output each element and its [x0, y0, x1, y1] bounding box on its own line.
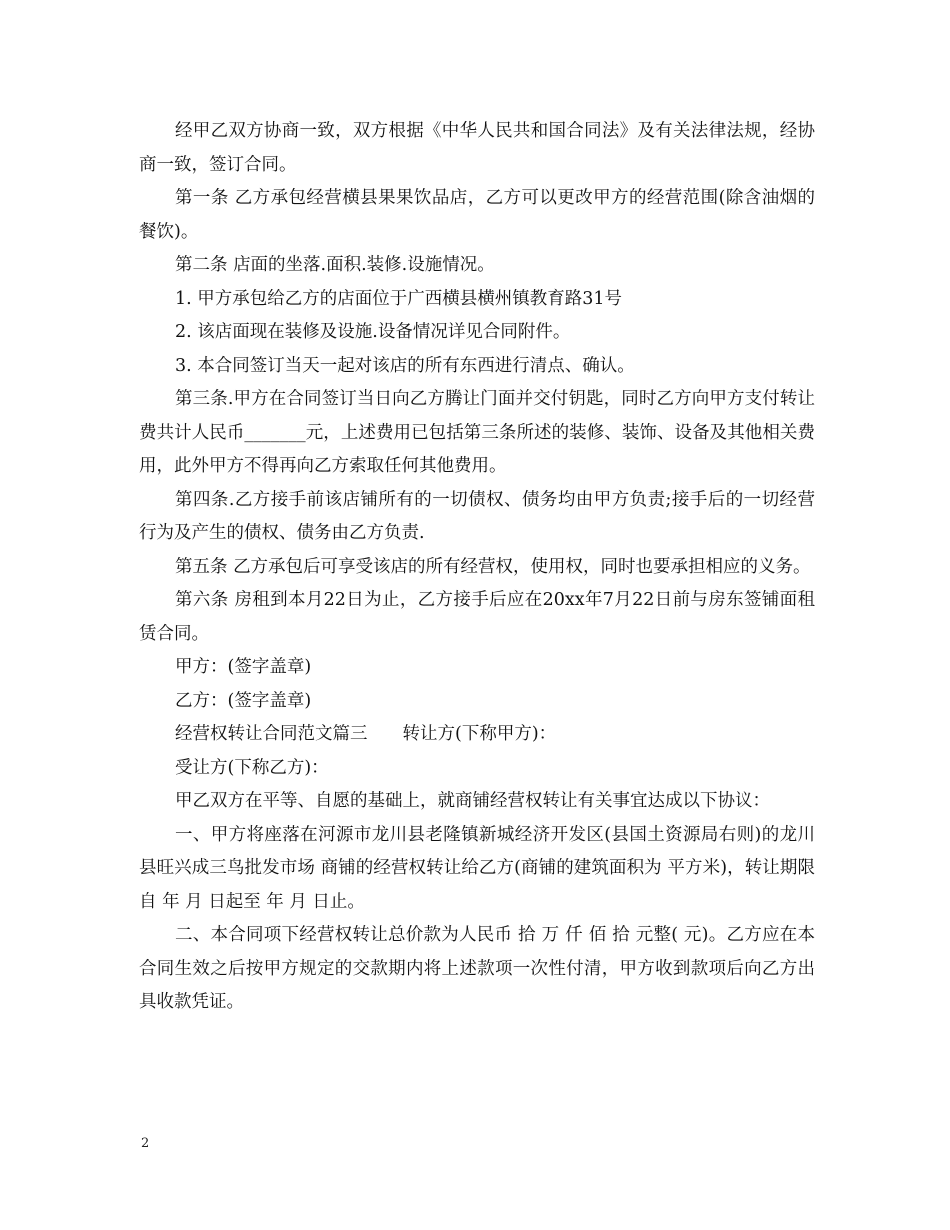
signature-party-b: 乙方：(签字盖章)	[175, 690, 312, 711]
paragraph-item-1: 1. 甲方承包给乙方的店面位于广西横县横州镇教育路31号	[175, 288, 623, 309]
paragraph-article-4: 第四条.乙方接手前该店铺所有的一切债权、债务均由甲方负责;接手后的一切经营行为及产生的债权、债务由乙方负责.	[139, 489, 815, 543]
paragraph-clause-1: 一、甲方将座落在河源市龙川县老隆镇新城经济开发区(县国土资源局右则)的龙川县旺兴成三鸟批发市场 商铺的经营权转让给乙方(商铺的建筑面积为 平方米)，转让期限自 年 月 日起至 年 月 日止。	[139, 824, 815, 912]
paragraph-article-6: 第六条 房租到本月22日为止，乙方接手后应在20xx年7月22日前与房东签铺面租赁合同。	[139, 590, 815, 644]
paragraph-article-3: 第三条.甲方在合同签订当日向乙方腾让门面并交付钥匙，同时乙方向甲方支付转让费共计人民币_______元，上述费用已包括第三条所述的装修、装饰、设备及其他相关费用，此外甲方不得再向乙方索取任何其他费用。	[139, 389, 815, 476]
paragraph-clause-2: 二、本合同项下经营权转让总价款为人民币 拾 万 仟 佰 拾 元整( 元)。乙方应在本合同生效之后按甲方规定的交款期内将上述款项一次性付清，甲方收到款项后向乙方出具收款凭证。	[139, 925, 815, 1012]
paragraph-article-5: 第五条 乙方承包后可享受该店的所有经营权，使用权，同时也要承担相应的义务。	[175, 556, 811, 577]
paragraph-transferee: 受让方(下称乙方)：	[175, 757, 329, 778]
signature-party-a: 甲方：(签字盖章)	[175, 657, 312, 677]
paragraph-article-2: 第二条 店面的坐落.面积.装修.设施情况。	[175, 255, 495, 275]
paragraph-agreement: 甲乙双方在平等、自愿的基础上，就商铺经营权转让有关事宜达成以下协议：	[175, 791, 770, 811]
paragraph-article-1: 第一条 乙方承包经营横县果果饮品店，乙方可以更改甲方的经营范围(除含油烟的餐饮)。	[139, 188, 815, 242]
paragraph-item-3: 3. 本合同签订当天一起对该店的所有东西进行清点、确认。	[175, 355, 635, 376]
paragraph-item-2: 2. 该店面现在装修及设施.设备情况详见合同附件。	[175, 322, 571, 342]
document-body	[139, 115, 815, 1020]
page-number: 2	[141, 1136, 150, 1151]
section-heading-three: 经营权转让合同范文篇三 转让方(下称甲方)：	[175, 724, 557, 744]
paragraph-intro: 经甲乙双方协商一致，双方根据《中华人民共和国合同法》及有关法律法规，经协商一致，签订合同。	[139, 121, 815, 175]
